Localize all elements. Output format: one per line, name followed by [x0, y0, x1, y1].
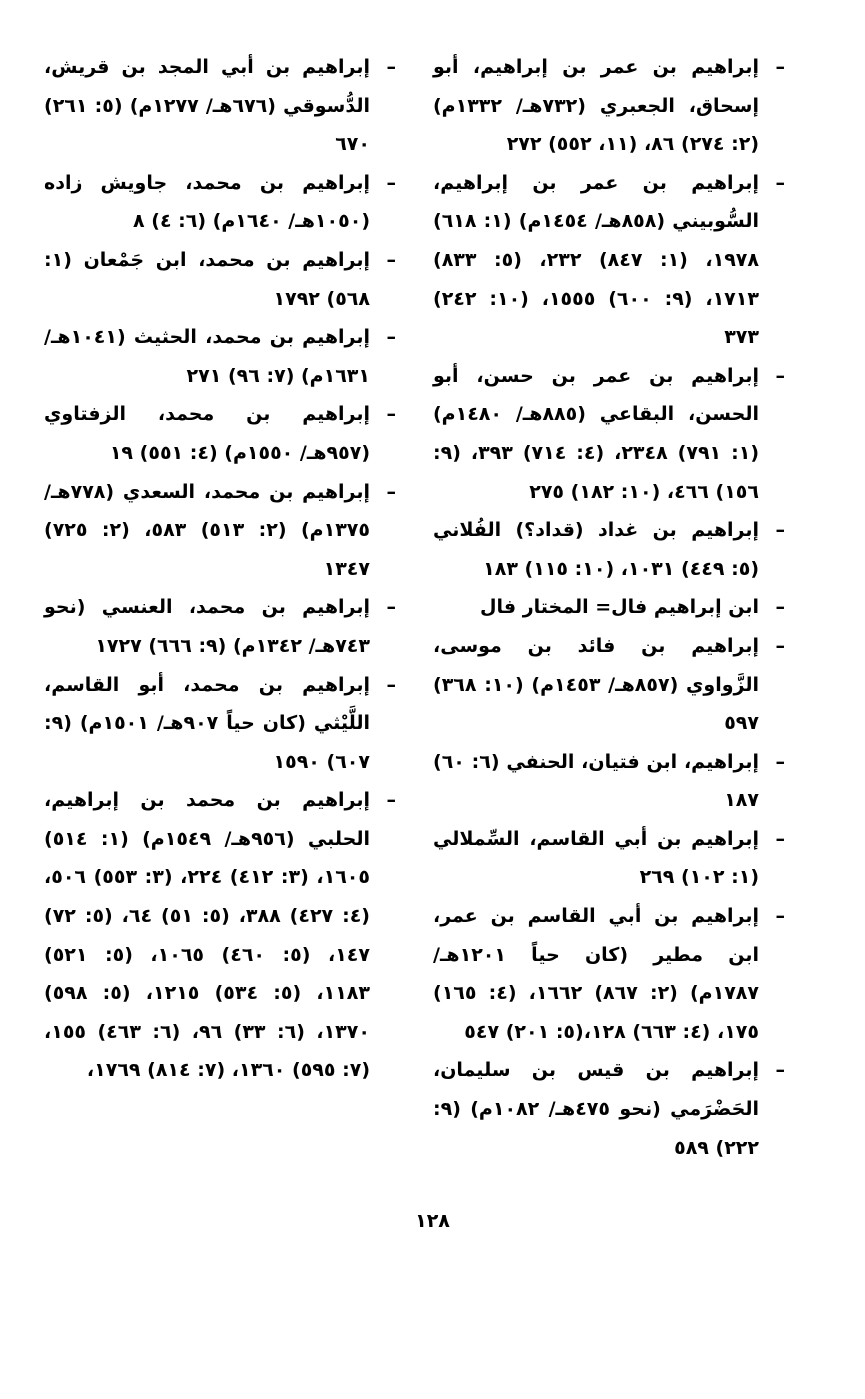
index-entry: [433, 897, 785, 1051]
entry-dash: –: [386, 789, 396, 812]
entry-dash: –: [386, 480, 396, 503]
entry-text: إبراهيم بن محمد، الزفتاوي (٩٥٧هـ/ ١٥٥٠م) (٤: ٥٥١) ١٩: [44, 403, 370, 464]
entry-text: إبراهيم بن عمر بن إبراهيم، أبو إسحاق، الجعبري (٧٣٢هـ/ ١٣٣٢م) (٢: ٢٧٤) ٨٦، (١١، ٥٥٢) ٢٧٢: [433, 56, 759, 156]
entry-dash: –: [775, 519, 785, 542]
index-entry: [433, 1051, 785, 1167]
entry-text: إبراهيم بن قيس بن سليمان، الحَضْرَمي (نحو ٤٧٥هـ/ ١٠٨٢م) (٩: ٢٢٢) ٥٨٩: [433, 1059, 759, 1159]
index-entry: [44, 473, 396, 589]
entry-dash: –: [775, 1059, 785, 1082]
index-entry: [44, 781, 396, 1090]
entry-dash: –: [775, 750, 785, 773]
entry-text: إبراهيم بن محمد بن إبراهيم، الحلبي (٩٥٦هـ/ ١٥٤٩م) (١: ٥١٤) ١٦٠٥، (٣: ٤١٢) ٢٢٤، (٣: ٥٥٣) ٥٠٦، (٤: ٤٢٧) ٣٨٨، (٥: ٥١) ٦٤، (٥: ٧٢) ١٤٧، (٥: ٤٦٠) ١٠٦٥، (٥: ٥٢١) ١١٨٣، (٥: ٥٣٤) ١٢١٥، (٥: ٥٩٨) ١٣٧٠، (٦: ٣٣) ٩٦، (٦: ٤٦٣) ١٥٥، (٧: ٥٩٥) ١٣٦٠، (٧: ٨١٤) ١٧٦٩،: [44, 789, 370, 1082]
entry-text: إبراهيم بن محمد، ابن جَمْعان (١: ٥٦٨) ١٧٩٢: [44, 248, 370, 310]
index-column-left: [44, 48, 396, 1090]
entry-dash: –: [386, 596, 396, 619]
index-entry: [433, 627, 785, 743]
entry-dash: –: [386, 326, 396, 349]
entry-dash: –: [775, 634, 785, 657]
entry-dash: –: [775, 171, 785, 194]
entry-text: إبراهيم بن أبي المجد بن قريش، الدُّسوقي (٦٧٦هـ/ ١٢٧٧م) (٥: ٢٦١) ٦٧٠: [44, 56, 370, 156]
entry-dash: –: [775, 905, 785, 928]
entry-text: ابن إبراهيم فال= المختار فال: [480, 596, 759, 619]
index-entry: [44, 395, 396, 472]
index-entry: [44, 588, 396, 665]
index-entry: [44, 666, 396, 782]
entry-text: إبراهيم بن محمد، الحثيث (١٠٤١هـ/ ١٦٣١م) (٧: ٩٦) ٢٧١: [44, 326, 370, 387]
index-column-right: [433, 48, 785, 1167]
entry-text: إبراهيم بن أبي القاسم بن عمر، ابن مطير (كان حياً ١٢٠١هـ/ ١٧٨٧م) (٢: ٨٦٧) ١٦٦٢، (٤: ١٦٥) ١٧٥، (٤: ٦٦٣) ١٢٨،(٥: ٢٠١) ٥٤٧: [433, 905, 759, 1043]
entry-dash: –: [775, 364, 785, 387]
index-entry: [433, 357, 785, 511]
entry-text: إبراهيم بن محمد، أبو القاسم، اللَّيْثي (كان حياً ٩٠٧هـ/ ١٥٠١م) (٩: ٦٠٧) ١٥٩٠: [44, 673, 370, 773]
index-entry: [44, 318, 396, 395]
entry-dash: –: [386, 403, 396, 426]
entry-dash: –: [386, 248, 396, 271]
entry-text: إبراهيم بن محمد، جاويش زاده (١٠٥٠هـ/ ١٦٤٠م) (٦: ٤) ٨: [44, 171, 370, 233]
entry-dash: –: [775, 56, 785, 78]
index-entry: [433, 164, 785, 357]
entry-text: إبراهيم بن محمد، السعدي (٧٧٨هـ/ ١٣٧٥م) (٢: ٥١٣) ٥٨٣، (٢: ٧٢٥) ١٣٤٧: [44, 480, 370, 580]
index-entry: [44, 164, 396, 241]
entry-text: إبراهيم بن عمر بن حسن، أبو الحسن، البقاعي (٨٨٥هـ/ ١٤٨٠م) (١: ٧٩١) ٢٣٤٨، (٤: ٧١٤) ٣٩٣، (٩: ١٥٦) ٤٦٦، (١٠: ١٨٢) ٢٧٥: [433, 364, 759, 503]
entry-dash: –: [386, 171, 396, 194]
index-entry: [44, 48, 396, 164]
page-number: ١٢٨: [415, 1210, 450, 1232]
entry-text: إبراهيم، ابن فتيان، الحنفي (٦: ٦٠) ١٨٧: [433, 750, 759, 812]
entry-text: إبراهيم بن فائد بن موسى، الزَّواوي (٨٥٧هـ/ ١٤٥٣م) (١٠: ٣٦٨) ٥٩٧: [433, 634, 759, 735]
entry-dash: –: [386, 56, 396, 78]
entry-text: إبراهيم بن محمد، العنسي (نحو ٧٤٣هـ/ ١٣٤٢م) (٩: ٦٦٦) ١٧٢٧: [44, 596, 370, 657]
index-entry: [433, 48, 785, 164]
entry-text: إبراهيم بن غداد (قداد؟) الفُلاني (٥: ٤٤٩) ١٠٣١، (١٠: ١١٥) ١٨٣: [433, 519, 759, 580]
entry-dash: –: [775, 827, 785, 850]
index-entry: [433, 511, 785, 588]
entry-dash: –: [775, 596, 785, 619]
index-entry: [433, 743, 785, 820]
index-entry: [44, 241, 396, 318]
entry-text: إبراهيم بن أبي القاسم، السِّملالي (١: ١٠٢) ٢٦٩: [433, 827, 759, 889]
index-entry: [433, 588, 785, 627]
entry-text: إبراهيم بن عمر بن إبراهيم، السُّوبيني (٨٥٨هـ/ ١٤٥٤م) (١: ٦١٨) ١٩٧٨، (١: ٨٤٧) ٢٣٢، (٥: ٨٣٣) ١٧١٣، (٩: ٦٠٠) ١٥٥٥، (١٠: ٢٤٢) ٣٧٣: [433, 171, 759, 349]
index-entry: [433, 820, 785, 897]
entry-dash: –: [386, 673, 396, 696]
